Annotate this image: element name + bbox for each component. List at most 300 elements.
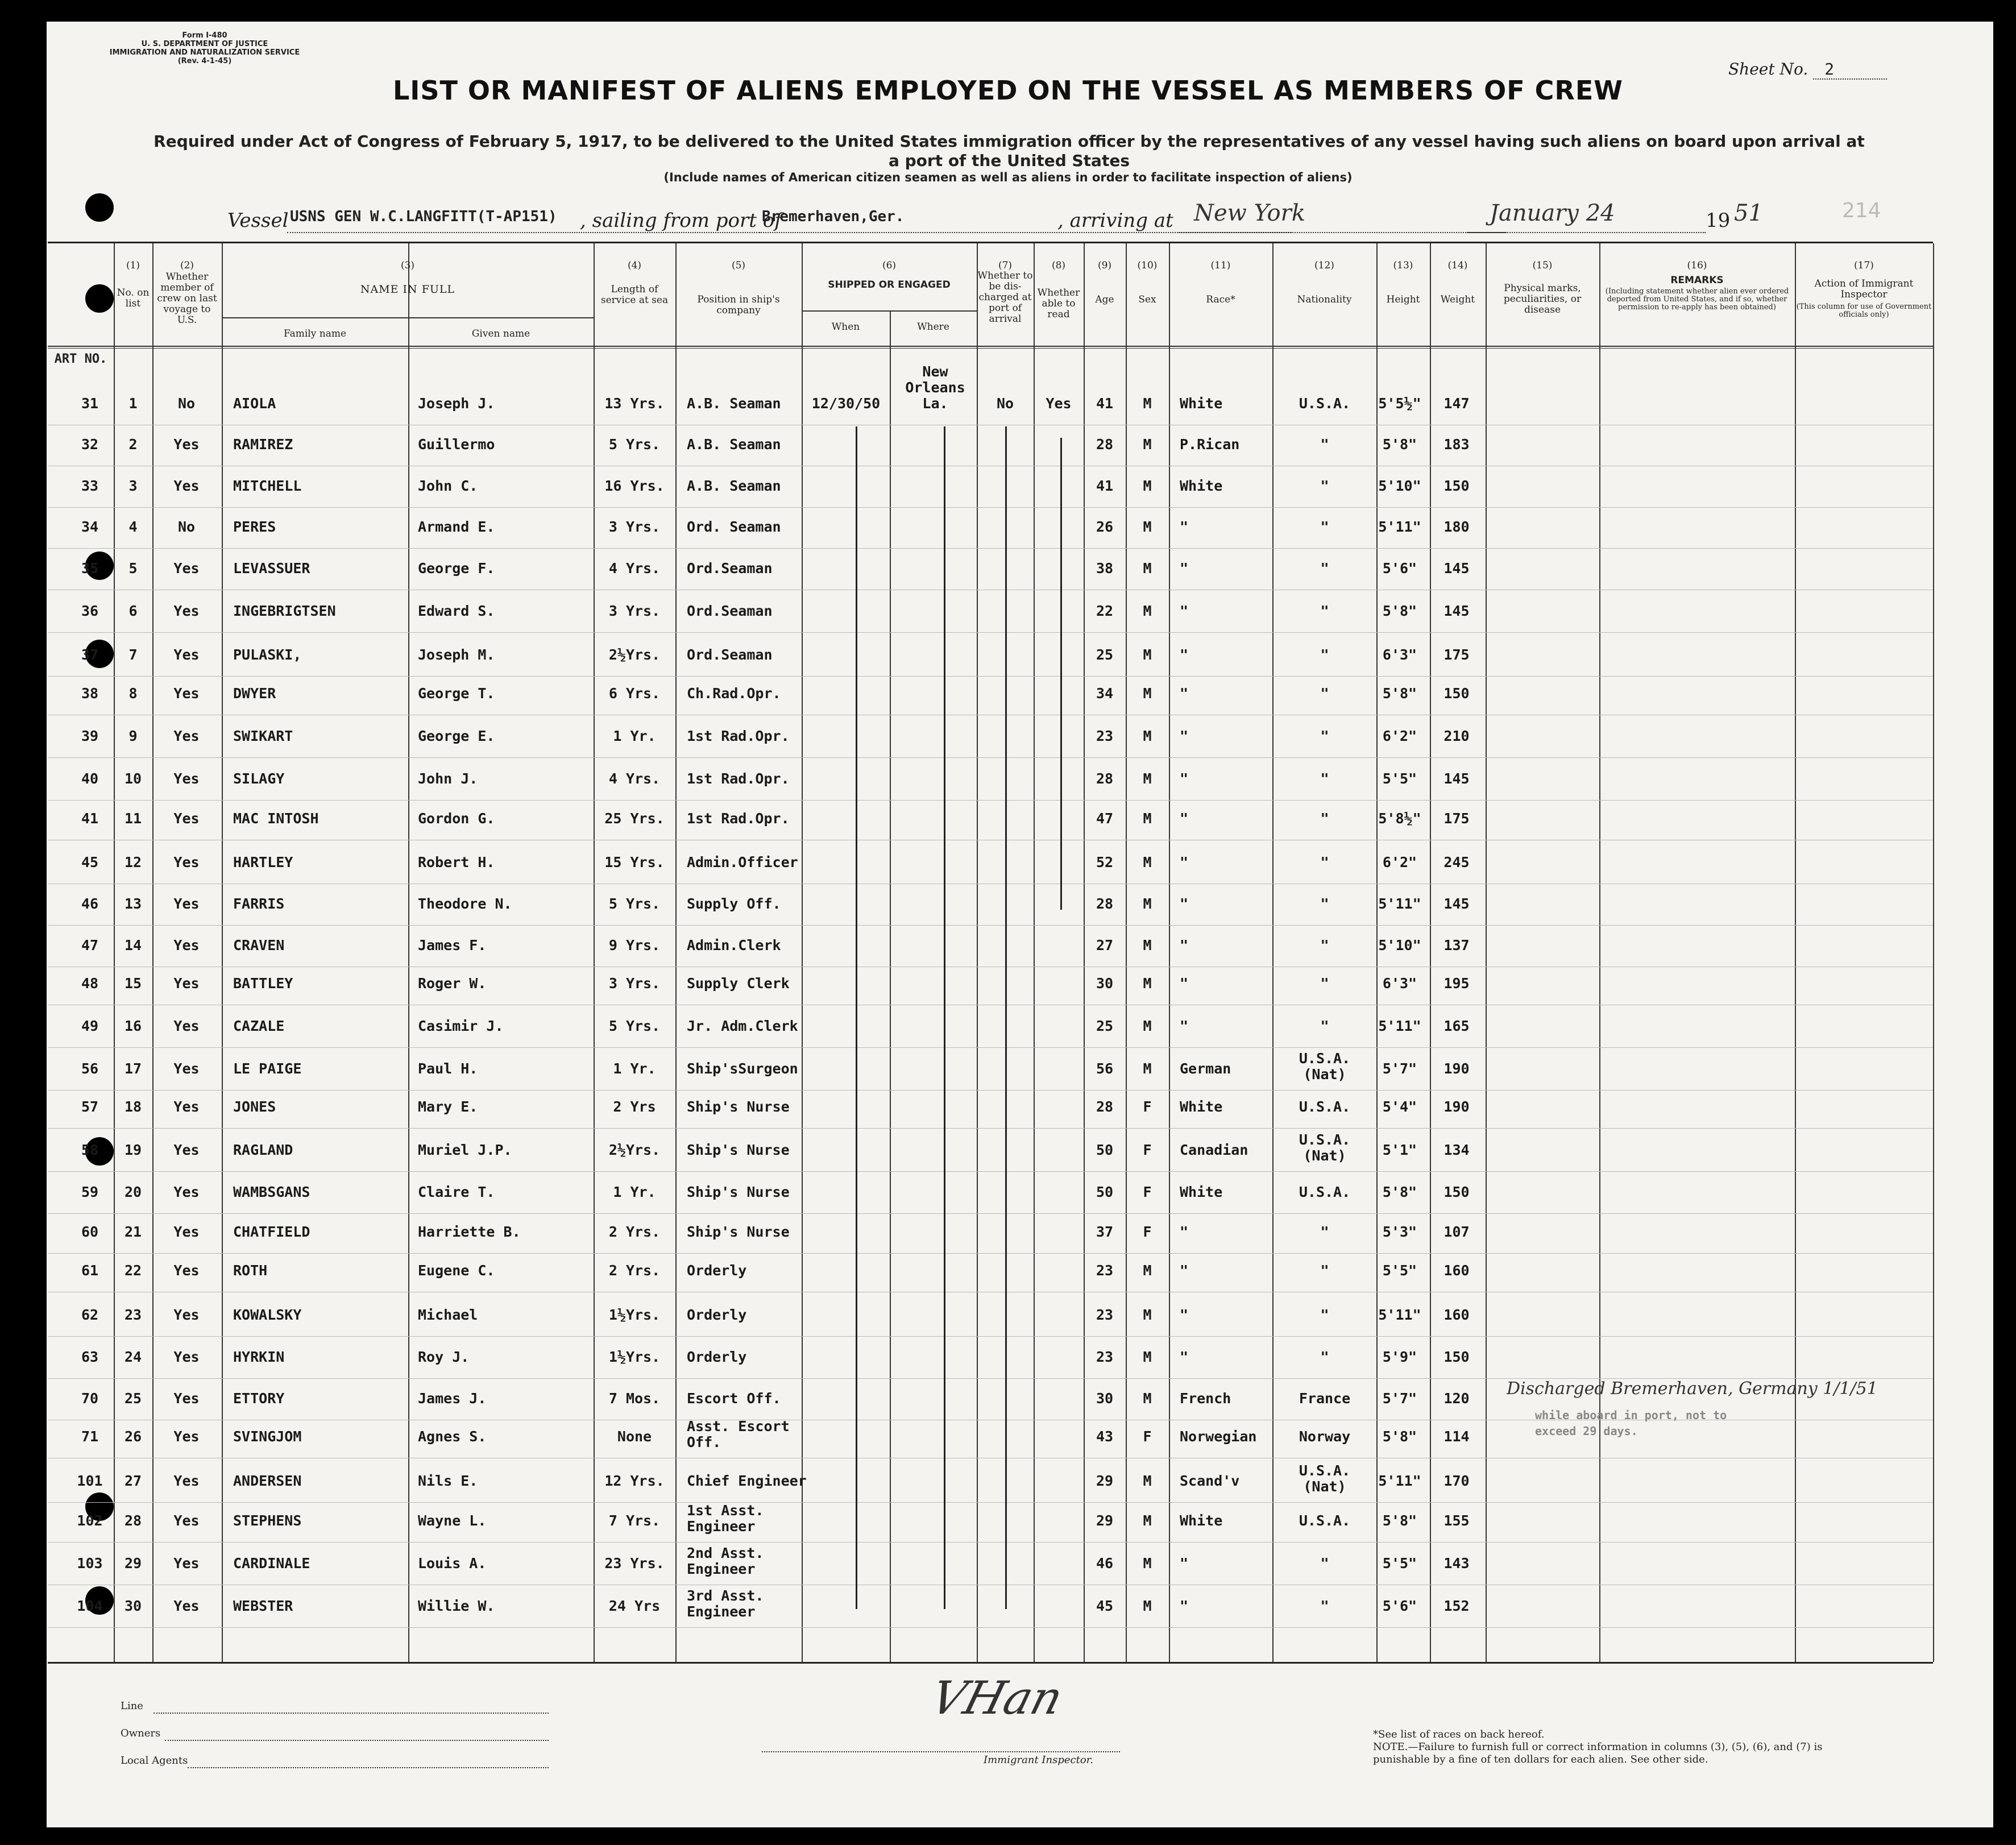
cell-race: Norwegian <box>1180 1428 1257 1445</box>
header-rule <box>48 346 1933 347</box>
cell-sex: M <box>1143 1349 1152 1365</box>
cell-art: 57 <box>81 1098 99 1115</box>
cell-last: Yes <box>173 560 200 577</box>
cell-sex: F <box>1143 1098 1152 1115</box>
cell-nat: " <box>1320 975 1329 992</box>
cell-sex: M <box>1143 1598 1152 1614</box>
cell-last: Yes <box>173 646 200 663</box>
cell-last: Yes <box>173 728 200 744</box>
cell-nat: " <box>1320 685 1329 702</box>
cell-age: 26 <box>1096 519 1114 535</box>
cell-length: 1 Yr. <box>613 1184 656 1200</box>
cell-nat: " <box>1320 1262 1329 1279</box>
cell-family: CARDINALE <box>233 1555 310 1572</box>
cell-position: A.B. Seaman <box>687 436 781 453</box>
cell-length: 7 Mos. <box>608 1390 661 1407</box>
ditto-stroke <box>856 426 857 1609</box>
row-rule <box>48 757 1933 758</box>
column-number: (15) <box>1532 260 1553 271</box>
cell-height: 5'10" <box>1378 478 1421 494</box>
cell-nat: France <box>1299 1390 1351 1407</box>
cell-race: " <box>1180 685 1189 702</box>
cell-race: " <box>1180 603 1189 619</box>
cell-race: Canadian <box>1180 1142 1248 1158</box>
cell-no: 28 <box>124 1512 142 1529</box>
cell-nat: " <box>1320 478 1329 494</box>
cell-length: 3 Yrs. <box>608 603 661 619</box>
cell-position: Orderly <box>687 1307 747 1323</box>
cell-sex: M <box>1143 1262 1152 1279</box>
cell-no: 23 <box>124 1307 142 1323</box>
cell-age: 23 <box>1096 728 1114 744</box>
cell-no: 18 <box>124 1098 142 1115</box>
cell-last: Yes <box>173 436 200 453</box>
cell-height: 5'8" <box>1382 1428 1417 1445</box>
column-header: Height <box>1386 294 1420 305</box>
cell-family: CAZALE <box>233 1018 285 1034</box>
cell-length: 4 Yrs. <box>608 560 661 577</box>
column-number: (4) <box>627 260 642 271</box>
cell-race: " <box>1180 937 1189 953</box>
cell-family: HARTLEY <box>233 854 293 870</box>
cell-art: 62 <box>81 1307 99 1323</box>
cell-position: Supply Clerk <box>687 975 790 992</box>
cell-no: 29 <box>124 1555 142 1572</box>
column-header: NAME IN FULL <box>360 283 455 296</box>
cell-last: Yes <box>173 895 200 912</box>
column-rule <box>1272 243 1274 1662</box>
cell-family: INGEBRIGTSEN <box>233 603 336 619</box>
cell-position: 1st Rad.Opr. <box>687 728 790 744</box>
cell-length: 5 Yrs. <box>608 895 661 912</box>
inspector-signature: VHan <box>925 1672 1069 1724</box>
column-number: (5) <box>731 260 746 271</box>
cell-height: 5'7" <box>1382 1390 1417 1407</box>
cell-no: 5 <box>128 560 138 577</box>
cell-given: Joseph J. <box>418 395 495 412</box>
column-rule <box>802 243 803 1662</box>
cell-no: 21 <box>124 1224 142 1240</box>
cell-family: WAMBSGANS <box>233 1184 310 1200</box>
cell-sex: M <box>1143 1473 1152 1489</box>
cell-race: " <box>1180 1555 1189 1572</box>
column-rule <box>1795 243 1796 1662</box>
cell-family: CHATFIELD <box>233 1224 310 1240</box>
cell-length: 23 Yrs. <box>604 1555 665 1572</box>
cell-family: JONES <box>233 1098 276 1115</box>
cell-weight: 143 <box>1443 1555 1470 1572</box>
cell-family: SWIKART <box>233 728 293 744</box>
cell-position: Asst. Escort Off. <box>687 1418 790 1450</box>
cell-height: 5'5" <box>1382 770 1417 787</box>
cell-weight: 150 <box>1443 685 1470 702</box>
cell-last: Yes <box>173 1098 200 1115</box>
cell-last: Yes <box>173 1555 200 1572</box>
cell-given: James J. <box>418 1390 487 1407</box>
cell-length: 6 Yrs. <box>608 685 661 702</box>
cell-nat: " <box>1320 1555 1329 1572</box>
cell-art: 40 <box>81 770 99 787</box>
row-rule <box>48 1336 1933 1337</box>
cell-no: 25 <box>124 1390 142 1407</box>
cell-weight: 180 <box>1443 519 1470 535</box>
cell-age: 50 <box>1096 1142 1114 1158</box>
cell-family: LEVASSUER <box>233 560 310 577</box>
cell-race: White <box>1180 478 1223 494</box>
row-rule <box>48 676 1933 677</box>
cell-art: 33 <box>81 478 99 494</box>
vessel-name: USNS GEN W.C.LANGFITT(T-AP151) <box>290 208 557 225</box>
remarks-typed-1: while aboard in port, not to <box>1535 1408 1727 1422</box>
cell-given: Edward S. <box>418 603 495 619</box>
cell-sex: M <box>1143 1307 1152 1323</box>
cell-sex: F <box>1143 1224 1152 1240</box>
cell-height: 5'11" <box>1378 895 1421 912</box>
cell-family: ANDERSEN <box>233 1473 302 1489</box>
cell-no: 13 <box>124 895 142 912</box>
cell-race: " <box>1180 1349 1189 1365</box>
column-number: (14) <box>1447 260 1468 271</box>
row-rule <box>48 1627 1933 1628</box>
row-rule <box>48 1213 1933 1214</box>
cell-last: Yes <box>173 1262 200 1279</box>
cell-given: Agnes S. <box>418 1428 487 1445</box>
cell-age: 29 <box>1096 1473 1114 1489</box>
cell-weight: 114 <box>1443 1428 1470 1445</box>
cell-position: Orderly <box>687 1262 747 1279</box>
cell-family: DWYER <box>233 685 276 702</box>
row-rule <box>48 1128 1933 1129</box>
cell-family: RAGLAND <box>233 1142 293 1158</box>
cell-position: Ch.Rad.Opr. <box>687 685 781 702</box>
cell-last: No <box>177 519 196 535</box>
cell-sex: M <box>1143 1390 1152 1407</box>
cell-no: 2 <box>128 436 138 453</box>
header-subrule <box>408 317 409 1662</box>
column-rule <box>1034 243 1035 1662</box>
cell-position: Chief Engineer <box>687 1473 807 1489</box>
cell-given: Wayne L. <box>418 1512 487 1529</box>
cell-given: Nils E. <box>418 1473 478 1489</box>
cell-family: PERES <box>233 519 276 535</box>
cell-family: HYRKIN <box>233 1349 285 1365</box>
cell-height: 5'11" <box>1378 519 1421 535</box>
cell-sex: M <box>1143 560 1152 577</box>
cell-last: Yes <box>173 1060 200 1077</box>
cell-position: Ship's Nurse <box>687 1098 790 1115</box>
cell-age: 30 <box>1096 975 1114 992</box>
cell-given: Claire T. <box>418 1184 495 1200</box>
column-number: (6) <box>882 260 897 271</box>
penalty-note: NOTE.—Failure to furnish full or correct information in columns (3), (5), (6), and (7) is punishable by a fine of ten dollars for each alien. See other side. <box>1373 1741 1823 1765</box>
cell-nat: " <box>1320 603 1329 619</box>
column-header: Given name <box>471 328 530 339</box>
column-number: (1) <box>126 260 140 271</box>
cell-age: 30 <box>1096 1390 1114 1407</box>
cell-position: Escort Off. <box>687 1390 781 1407</box>
cell-given: Michael <box>418 1307 478 1323</box>
cell-height: 6'3" <box>1382 975 1417 992</box>
cell-height: 5'9" <box>1382 1349 1417 1365</box>
cell-height: 5'6" <box>1382 1598 1417 1614</box>
cell-position: Ord.Seaman <box>687 603 773 619</box>
cell-given: Gordon G. <box>418 810 495 827</box>
cell-sex: M <box>1143 770 1152 787</box>
service: IMMIGRATION AND NATURALIZATION SERVICE <box>109 48 300 57</box>
column-rule <box>152 243 154 1662</box>
cell-weight: 147 <box>1443 395 1470 412</box>
cell-race: German <box>1180 1060 1231 1077</box>
cell-no: 19 <box>124 1142 142 1158</box>
cell-given: George E. <box>418 728 495 744</box>
cell-given: George F. <box>418 560 495 577</box>
cell-weight: 145 <box>1443 603 1470 619</box>
cell-nat: " <box>1320 728 1329 744</box>
cell-given: Willie W. <box>418 1598 495 1614</box>
cell-art: 104 <box>77 1598 103 1614</box>
cell-last: Yes <box>173 975 200 992</box>
cell-weight: 175 <box>1443 810 1470 827</box>
cell-height: 5'11" <box>1378 1307 1421 1323</box>
form-number: Form I-480 <box>182 31 227 40</box>
cell-nat: " <box>1320 854 1329 870</box>
cell-position: Ship's Nurse <box>687 1142 790 1158</box>
cell-position: 3rd Asst. Engineer <box>687 1587 764 1620</box>
cell-weight: 150 <box>1443 1349 1470 1365</box>
cell-weight: 170 <box>1443 1473 1470 1489</box>
cell-length: 2½Yrs. <box>608 646 661 663</box>
cell-given: Eugene C. <box>418 1262 495 1279</box>
cell-age: 46 <box>1096 1555 1114 1572</box>
column-rule <box>1430 243 1431 1662</box>
cell-position: Ship's Nurse <box>687 1184 790 1200</box>
cell-given: Robert H. <box>418 854 495 870</box>
cell-art: 37 <box>81 646 99 663</box>
cell-no: 10 <box>124 770 142 787</box>
cell-no: 24 <box>124 1349 142 1365</box>
cell-art: 61 <box>81 1262 99 1279</box>
cell-last: Yes <box>173 810 200 827</box>
cell-length: 2 Yrs. <box>608 1224 661 1240</box>
cell-art: 38 <box>81 685 99 702</box>
column-header: Position in ship's company <box>697 294 780 316</box>
cell-no: 14 <box>124 937 142 953</box>
cell-sex: M <box>1143 1555 1152 1572</box>
cell-race: " <box>1180 560 1189 577</box>
cell-age: 28 <box>1096 1098 1114 1115</box>
cell-family: ROTH <box>233 1262 268 1279</box>
cell-family: FARRIS <box>233 895 285 912</box>
row-rule <box>48 548 1933 549</box>
cell-given: Roger W. <box>418 975 487 992</box>
column-number: (13) <box>1393 260 1413 271</box>
column-rule <box>977 243 978 1662</box>
cell-last: Yes <box>173 1224 200 1240</box>
cell-length: 1½Yrs. <box>608 1307 661 1323</box>
cell-race: " <box>1180 1262 1189 1279</box>
cell-last: Yes <box>173 1307 200 1323</box>
cell-length: 9 Yrs. <box>608 937 661 953</box>
cell-given: James F. <box>418 937 487 953</box>
cell-length: 5 Yrs. <box>608 436 661 453</box>
cell-height: 5'11" <box>1378 1018 1421 1034</box>
cell-art: 39 <box>81 728 99 744</box>
cell-age: 47 <box>1096 810 1114 827</box>
cell-length: 5 Yrs. <box>608 1018 661 1034</box>
ditto-stroke <box>1005 426 1007 1609</box>
cell-given: Harriette B. <box>418 1224 521 1240</box>
cell-weight: 175 <box>1443 646 1470 663</box>
column-rule <box>1599 243 1600 1662</box>
cell-height: 5'11" <box>1378 1473 1421 1489</box>
row-rule <box>48 1502 1933 1503</box>
cell-weight: 155 <box>1443 1512 1470 1529</box>
footer-agents-label: Local Agents <box>121 1755 188 1767</box>
cell-sex: M <box>1143 728 1152 744</box>
cell-position: 1st Asst. Engineer <box>687 1502 764 1535</box>
cell-height: 5'8" <box>1382 685 1417 702</box>
cell-last: Yes <box>173 1428 200 1445</box>
cell-last: Yes <box>173 854 200 870</box>
cell-weight: 137 <box>1443 937 1470 953</box>
cell-no: 16 <box>124 1018 142 1034</box>
cell-race: " <box>1180 728 1189 744</box>
cell-nat: " <box>1320 810 1329 827</box>
column-header: Whether to be dis-charged at port of arrival <box>977 270 1033 325</box>
cell-age: 50 <box>1096 1184 1114 1200</box>
cell-height: 5'8" <box>1382 603 1417 619</box>
remarks-typed-2: exceed 29 days. <box>1535 1424 1638 1438</box>
cell-nat: U.S.A. (Nat) <box>1299 1050 1351 1083</box>
cell-length: 1 Yr. <box>613 1060 656 1077</box>
cell-height: 5'5" <box>1382 1555 1417 1572</box>
cell-weight: 160 <box>1443 1307 1470 1323</box>
cell-position: A.B. Seaman <box>687 395 781 412</box>
cell-last: Yes <box>173 1142 200 1158</box>
column-rule <box>222 243 223 1662</box>
cell-length: 2 Yrs. <box>608 1262 661 1279</box>
cell-length: 24 Yrs <box>608 1598 661 1614</box>
column-rule <box>1486 243 1487 1662</box>
cell-sex: M <box>1143 937 1152 953</box>
cell-last: Yes <box>173 603 200 619</box>
cell-position: A.B. Seaman <box>687 478 781 494</box>
cell-race: " <box>1180 646 1189 663</box>
cell-height: 5'3" <box>1382 1224 1417 1240</box>
cell-position: Ship's Nurse <box>687 1224 790 1240</box>
inspector-label: Immigrant Inspector. <box>984 1754 1094 1766</box>
cell-age: 23 <box>1096 1262 1114 1279</box>
cell-nat: Norway <box>1299 1428 1351 1445</box>
column-number: (16) <box>1687 260 1707 271</box>
cell-when: 12/30/50 <box>811 395 881 412</box>
cell-age: 28 <box>1096 436 1114 453</box>
cell-last: Yes <box>173 770 200 787</box>
cell-no: 17 <box>124 1060 142 1077</box>
cell-length: 1½Yrs. <box>608 1349 661 1365</box>
cell-art: 103 <box>77 1555 103 1572</box>
cell-race: " <box>1180 1307 1189 1323</box>
cell-family: MITCHELL <box>233 478 302 494</box>
cell-height: 5'8" <box>1382 1512 1417 1529</box>
cell-where: New Orleans La. <box>905 363 965 412</box>
cell-height: 5'8" <box>1382 436 1417 453</box>
cell-art: 71 <box>81 1428 99 1445</box>
cell-no: 26 <box>124 1428 142 1445</box>
cell-nat: " <box>1320 770 1329 787</box>
stamp-number: 214 <box>1842 199 1881 222</box>
cell-age: 52 <box>1096 854 1114 870</box>
cell-length: 13 Yrs. <box>604 395 665 412</box>
cell-height: 5'10" <box>1378 937 1421 953</box>
cell-age: 34 <box>1096 685 1114 702</box>
cell-height: 6'2" <box>1382 728 1417 744</box>
cell-length: 7 Yrs. <box>608 1512 661 1529</box>
cell-given: Casimir J. <box>418 1018 504 1034</box>
cell-position: Jr. Adm.Clerk <box>687 1018 798 1034</box>
cell-art: 59 <box>81 1184 99 1200</box>
cell-race: White <box>1180 1098 1223 1115</box>
cell-no: 1 <box>128 395 138 412</box>
cell-age: 27 <box>1096 937 1114 953</box>
crew-table <box>48 242 1933 1664</box>
cell-height: 5'5½" <box>1378 395 1421 412</box>
cell-race: French <box>1180 1390 1231 1407</box>
cell-weight: 183 <box>1443 436 1470 453</box>
row-rule <box>48 1253 1933 1254</box>
cell-length: 25 Yrs. <box>604 810 665 827</box>
cell-art: 58 <box>81 1142 99 1158</box>
cell-nat: " <box>1320 1598 1329 1614</box>
header-subrule <box>890 310 891 1662</box>
cell-given: John C. <box>418 478 478 494</box>
cell-nat: U.S.A. (Nat) <box>1299 1462 1351 1495</box>
column-header: ART NO. <box>54 352 107 366</box>
cell-position: Ord.Seaman <box>687 646 773 663</box>
column-number: (11) <box>1210 260 1231 271</box>
cell-age: 29 <box>1096 1512 1114 1529</box>
remarks-handwritten: Discharged Bremerhaven, Germany 1/1/51 <box>1507 1379 1878 1399</box>
cell-weight: 150 <box>1443 1184 1470 1200</box>
cell-weight: 150 <box>1443 478 1470 494</box>
cell-family: WEBSTER <box>233 1598 293 1614</box>
cell-weight: 120 <box>1443 1390 1470 1407</box>
cell-position: 1st Rad.Opr. <box>687 770 790 787</box>
column-header: When <box>831 321 860 333</box>
cell-race: P.Rican <box>1180 436 1240 453</box>
cell-last: No <box>177 395 196 412</box>
cell-no: 20 <box>124 1184 142 1200</box>
cell-family: PULASKI, <box>233 646 302 663</box>
cell-weight: 245 <box>1443 854 1470 870</box>
arrival-date: January 24 <box>1490 200 1615 226</box>
cell-race: " <box>1180 975 1189 992</box>
sheet-label: Sheet No. <box>1728 60 1808 78</box>
cell-no: 30 <box>124 1598 142 1614</box>
cell-given: Roy J. <box>418 1349 470 1365</box>
cell-family: STEPHENS <box>233 1512 302 1529</box>
cell-nat: " <box>1320 436 1329 453</box>
cell-last: Yes <box>173 685 200 702</box>
cell-length: None <box>617 1428 652 1445</box>
cell-race: " <box>1180 770 1189 787</box>
cell-height: 5'5" <box>1382 1262 1417 1279</box>
column-header: (Including statement whether alien ever ordered deported from United States, and if so, whether permission to re-apply has been obtained) <box>1605 287 1789 312</box>
year-prefix: 19 <box>1706 209 1731 232</box>
cell-family: BATTLEY <box>233 975 293 992</box>
cell-race: Scand'v <box>1180 1473 1240 1489</box>
cell-nat: " <box>1320 1018 1329 1034</box>
